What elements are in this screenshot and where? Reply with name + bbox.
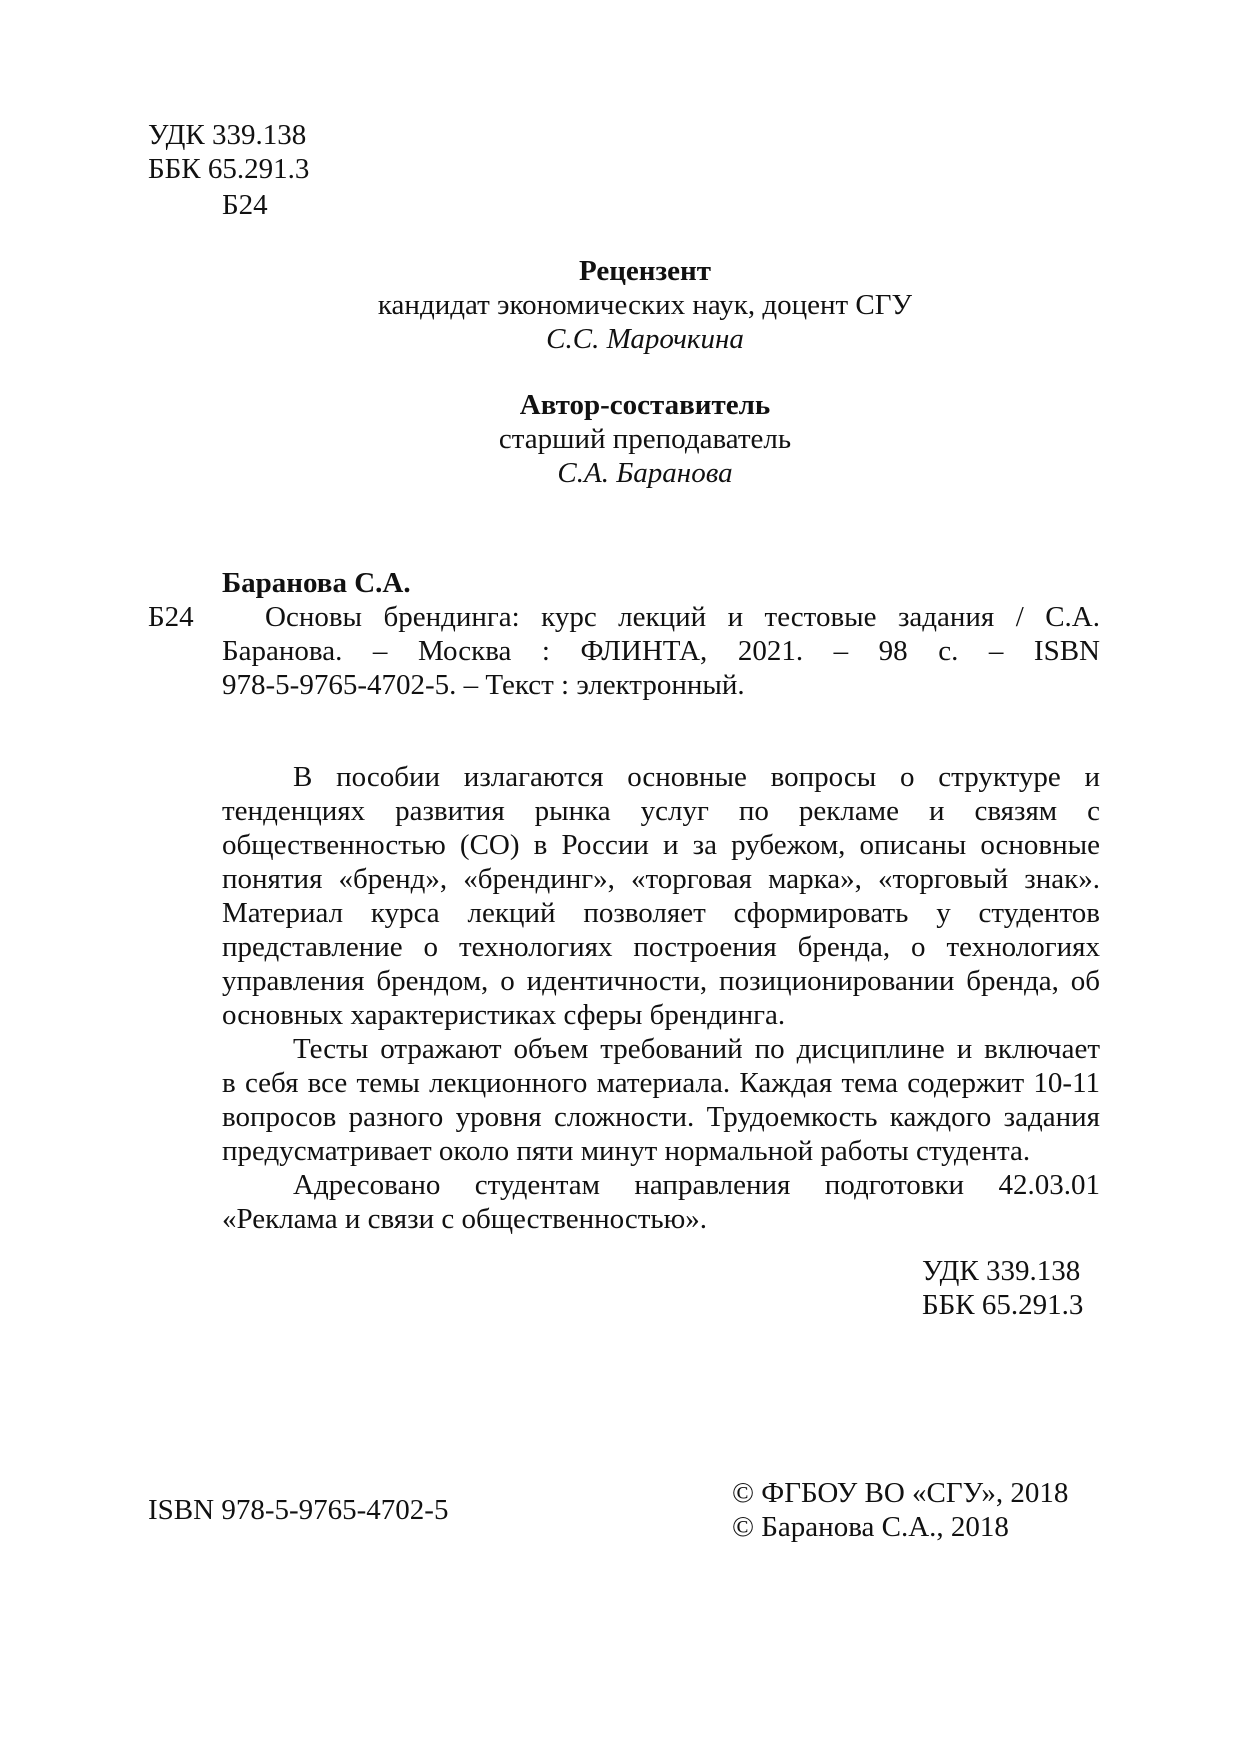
copyright-author: © Баранова С.А., 2018 [732,1511,1009,1543]
reviewer-position: кандидат экономических наук, доцент СГУ [377,289,913,321]
annotation-line: представление о технологиях построения бренда, о технологиях [222,931,1100,963]
bibliographic-line: Основы брендинга: курс лекций и тестовые задания / С.А. [265,601,1100,633]
author-mark-top: Б24 [222,189,268,221]
bibliographic-line: Баранова. – Москва : ФЛИНТА, 2021. – 98 с. – ISBN [222,635,1100,667]
annotation-line: вопросов разного уровня сложности. Трудоемкость каждого задания [222,1101,1100,1133]
reviewer-heading: Рецензент [579,255,711,287]
annotation-line: Материал курса лекций позволяет сформировать у студентов [222,897,1100,929]
compiler-position: старший преподаватель [498,423,792,455]
bibliographic-line: 978-5-9765-4702-5. – Текст : электронный. [222,669,745,701]
annotation-line: в себя все темы лекционного материала. Каждая тема содержит 10-11 [222,1067,1100,1099]
compiler-heading: Автор-составитель [519,389,771,421]
annotation-line: тенденциях развития рынка услуг по рекламе и связям с [222,795,1100,827]
annotation-line: Адресовано студентам направления подготовки 42.03.01 [293,1169,1100,1201]
annotation-line: общественностью (СО) в России и за рубежом, описаны основные [222,829,1100,861]
annotation-line: Тесты отражают объем требований по дисциплине и включает [293,1033,1100,1065]
annotation-line: предусматривает около пяти минут нормальной работы студента. [222,1135,1031,1167]
annotation-line: управления брендом, о идентичности, позиционировании бренда, об [222,965,1100,997]
reviewer-name: С.С. Марочкина [546,323,744,355]
compiler-name: С.А. Баранова [557,457,733,489]
compiler-block [210,388,1080,490]
udk-code-top: УДК 339.138 [148,119,307,151]
annotation-line: «Реклама и связи с общественностью». [222,1203,708,1235]
bibliographic-author: Баранова С.А. [222,567,411,599]
bbk-code-bottom: ББК 65.291.3 [922,1289,1084,1321]
bbk-code-top: ББК 65.291.3 [148,153,310,185]
copyright-publisher: © ФГБОУ ВО «СГУ», 2018 [732,1477,1069,1509]
isbn: ISBN 978-5-9765-4702-5 [148,1494,449,1526]
reviewer-block [210,254,1080,356]
annotation-line: понятия «бренд», «брендинг», «торговая марка», «торговый знак». [222,863,1100,895]
udk-code-bottom: УДК 339.138 [922,1255,1081,1287]
annotation-line: В пособии излагаются основные вопросы о структуре и [293,761,1100,793]
annotation-line: основных характеристиках сферы брендинга. [222,999,786,1031]
bibliographic-author-mark: Б24 [148,601,194,633]
